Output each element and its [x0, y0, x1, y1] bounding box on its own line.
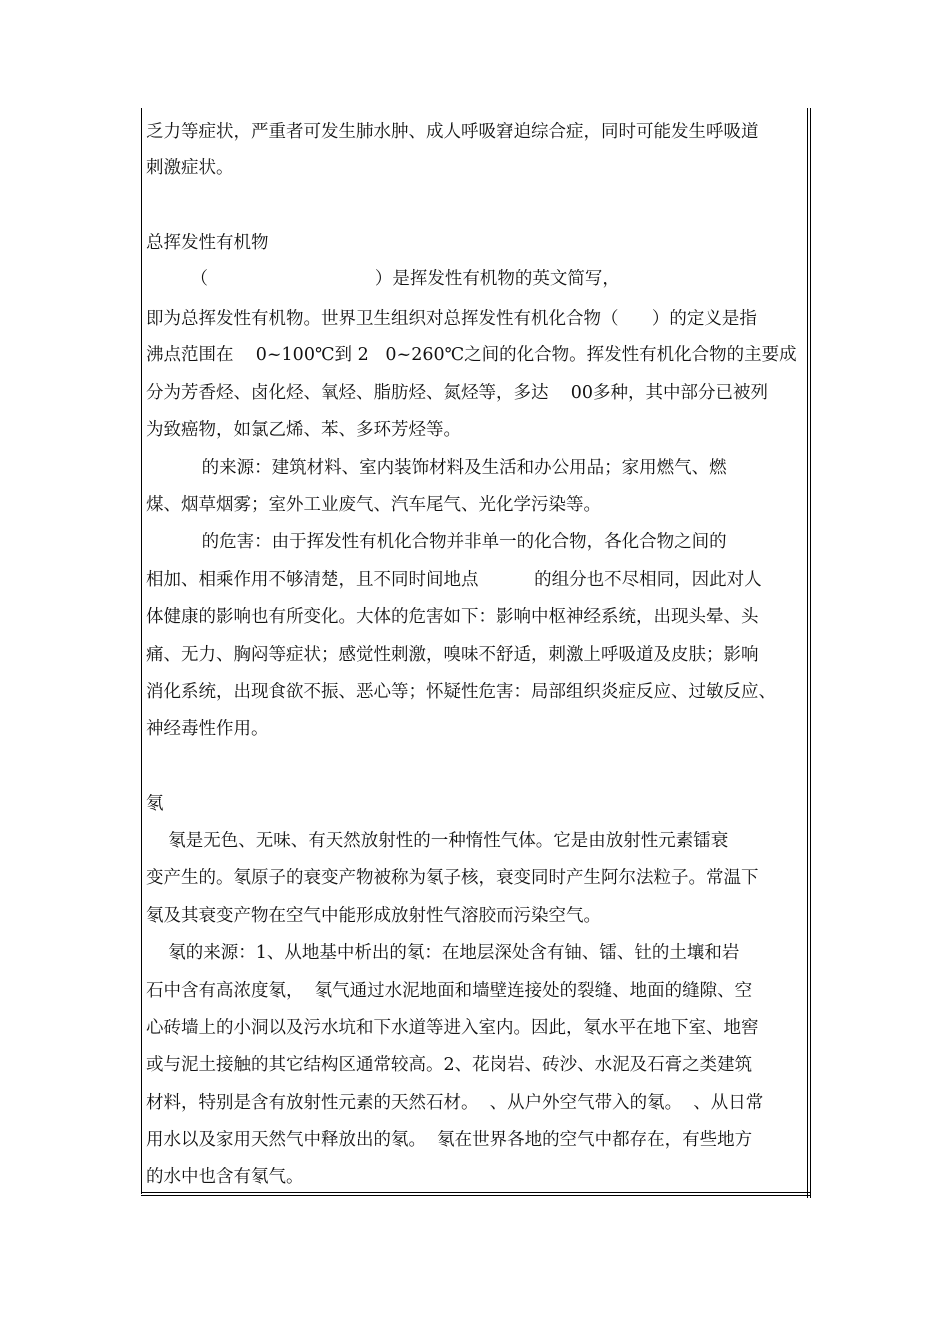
text-line: 的危害：由于挥发性有机化合物并非单一的化合物，各化合物之间的: [146, 532, 727, 552]
text-line: 氡及其衰变产物在空气中能形成放射性气溶胶而污染空气。: [146, 906, 601, 926]
text-line: 材料，特别是含有放射性元素的天然石材。 、从户外空气带入的氡。 、从日常: [146, 1093, 764, 1113]
text-line: 煤、烟草烟雾；室外工业废气、汽车尾气、光化学污染等。: [146, 495, 601, 515]
text-line: 石中含有高浓度氡， 氡气通过水泥地面和墙壁连接处的裂缝、地面的缝隙、空: [146, 981, 753, 1001]
text-line: 痛、无力、胸闷等症状；感觉性刺激，嗅味不舒适，刺激上呼吸道及皮肤；影响: [146, 645, 759, 665]
text-line: 沸点范围在 0~100℃到 2 0~260℃之间的化合物。挥发性有机化合物的主要成: [146, 345, 797, 365]
text-line: 即为总挥发性有机物。世界卫生组织对总挥发性有机化合物（ ）的定义是指: [146, 309, 757, 329]
text-line: 用水以及家用天然气中释放出的氡。 氡在世界各地的空气中都存在，有些地方: [146, 1130, 753, 1150]
text-line: 刺激症状。: [146, 158, 234, 178]
text-line: 神经毒性作用。: [146, 719, 269, 739]
section-heading-radon: 氡: [146, 794, 164, 814]
table-right-border: [807, 108, 811, 1198]
text-line: 变产生的。氡原子的衰变产物被称为氡子核，衰变同时产生阿尔法粒子。常温下: [146, 868, 759, 888]
text-line: 的水中也含有氡气。: [146, 1167, 304, 1187]
text-line: 乏力等症状，严重者可发生肺水肿、成人呼吸窘迫综合症，同时可能发生呼吸道: [146, 122, 759, 142]
text-line: 体健康的影响也有所变化。大体的危害如下：影响中枢神经系统，出现头晕、头: [146, 607, 759, 627]
text-line: 心砖墙上的小洞以及污水坑和下水道等进入室内。因此，氡水平在地下室、地窖: [146, 1018, 759, 1038]
table-bottom-border: [141, 1192, 811, 1196]
text-line: 氡的来源：1、从地基中析出的氡：在地层深处含有铀、镭、钍的土壤和岩: [146, 943, 740, 963]
text-line: 分为芳香烃、卤化烃、氧烃、脂肪烃、氮烃等，多达 00多种，其中部分已被列: [146, 383, 769, 403]
section-heading-tvoc: 总挥发性有机物: [146, 233, 269, 253]
text-line: 消化系统，出现食欲不振、恶心等；怀疑性危害：局部组织炎症反应、过敏反应、: [146, 682, 776, 702]
text-line: 相加、相乘作用不够清楚，且不同时间地点 的组分也不尽相同，因此对人: [146, 570, 762, 590]
text-line: 的来源：建筑材料、室内装饰材料及生活和办公用品；家用燃气、燃: [146, 458, 727, 478]
text-line: 氡是无色、无味、有天然放射性的一种惰性气体。它是由放射性元素镭衰: [146, 831, 729, 851]
text-line: （ ）是挥发性有机物的英文简写，: [146, 269, 620, 289]
text-line: 为致癌物，如氯乙烯、苯、多环芳烃等。: [146, 420, 461, 440]
text-line: 或与泥土接触的其它结构区通常较高。2、花岗岩、砖沙、水泥及石膏之类建筑: [146, 1055, 753, 1075]
